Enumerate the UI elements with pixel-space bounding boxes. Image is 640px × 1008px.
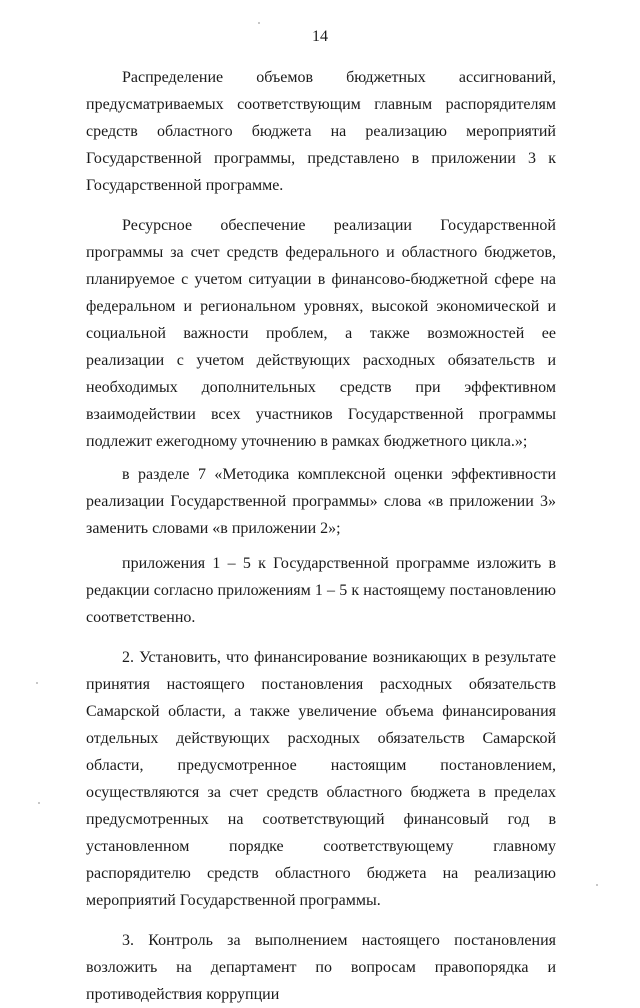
page-number: 14 (312, 28, 328, 45)
paragraph-section-7-amendment: в разделе 7 «Методика комплексной оценки эффективности реализации Государственной программы» слова «в приложении 3» заменить словами «в приложении 2»; (86, 466, 556, 537)
paragraph-financing-clause: 2. Установить, что финансирование возникающих в результате принятия настоящего постановления расходных обязательств Самарской области, а также увеличение объема финансирования отдельных действующих расходных обязательств Самарской области, предусмотренное настоящим постановлением, осуществляются за счет средств областного бюджета в пределах предусмотренных на соответствующий финансовый год в установленном порядке соответствующему главному распорядителю средств областного бюджета на реализацию мероприятий Государственной программы. (86, 649, 556, 909)
paragraph-budget-allocation: Распределение объемов бюджетных ассигнований, предусматриваемых соответствующим главным распорядителям средств областного бюджета на реализацию мероприятий Государственной программы, представлено в приложении 3 к Государственной программе. (86, 69, 556, 194)
scan-speck (38, 802, 40, 804)
scan-speck (596, 884, 598, 886)
scan-speck (36, 682, 38, 684)
paragraph-appendices-amendment: приложения 1 – 5 к Государственной программе изложить в редакции согласно приложениям 1 – 5 к настоящему постановлению соответственно. (86, 555, 556, 626)
document-body (86, 64, 556, 1008)
paragraph-control-clause: 3. Контроль за выполнением настоящего постановления возложить на департамент по вопросам правопорядка и противодействия коррупции (86, 932, 556, 1003)
scan-speck (258, 22, 260, 24)
paragraph-resource-provision: Ресурсное обеспечение реализации Государственной программы за счет средств федерального и областного бюджетов, планируемое с учетом ситуации в финансово-бюджетной сфере на федеральном и региональном уровнях, высокой экономической и социальной важности проблем, а также возможностей ее реализации с учетом действующих расходных обязательств и необходимых дополнительных средств при эффективном взаимодействии всех участников Государственной программы подлежит ежегодному уточнению в рамках бюджетного цикла.»; (86, 217, 556, 450)
